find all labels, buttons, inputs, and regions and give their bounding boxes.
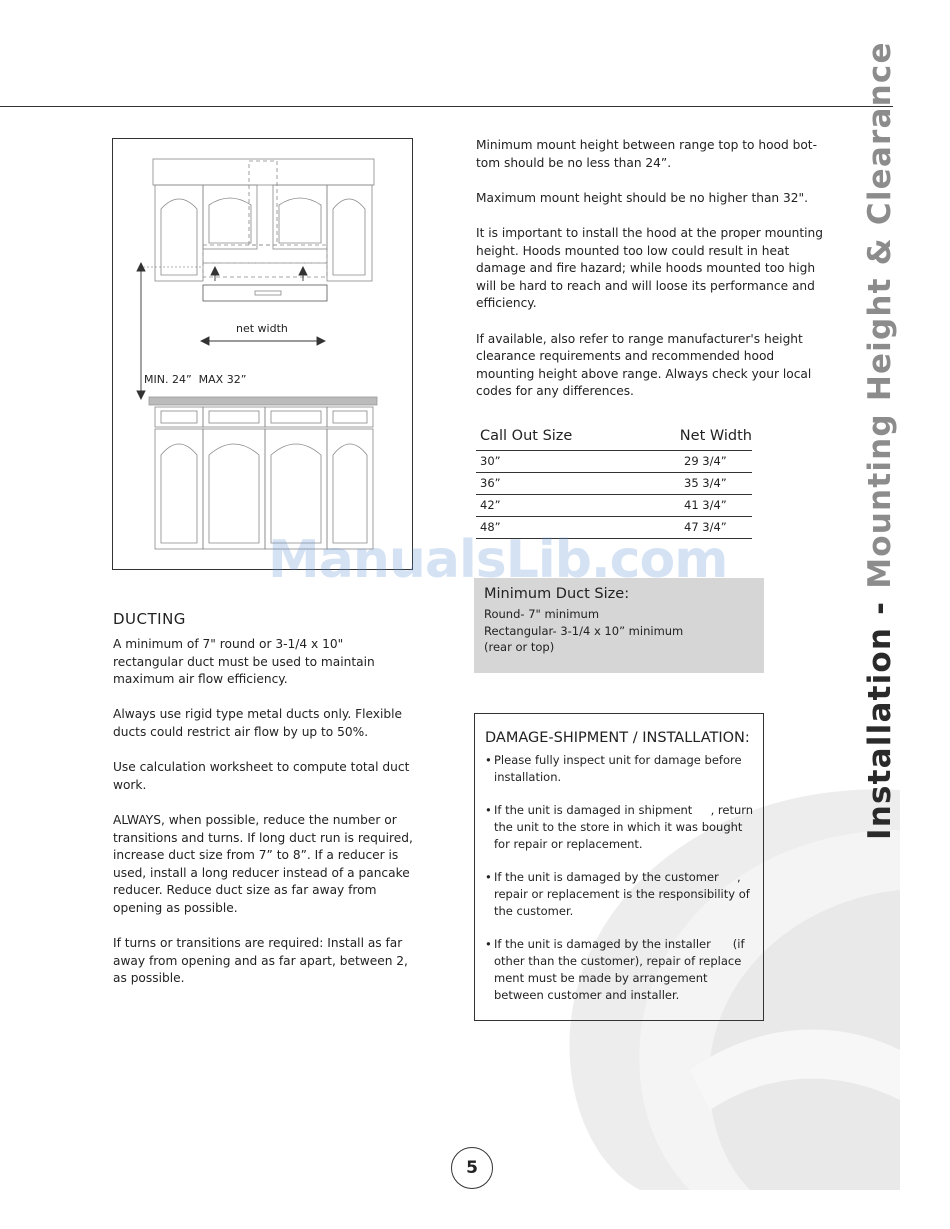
size-table-header (476, 428, 752, 451)
header-net-width: Net Width (679, 428, 752, 444)
duct-size-title: Minimum Duct Size: (484, 586, 630, 602)
duct-size-line: Round- 7" minimum (484, 607, 600, 621)
mount-height-label: MIN. 24” MAX 32” (144, 373, 247, 386)
mounting-diagram (112, 138, 413, 570)
damage-item (485, 752, 763, 786)
header-rule (0, 106, 893, 107)
side-title-part1: Installation - (862, 588, 898, 840)
bullet: • (485, 803, 492, 817)
mount-paragraph: If available, also refer to range manufacturer's height clearance requirements and recommended hood mounting height above range. Always check your local codes for any differences. (476, 331, 812, 399)
damage-shipment-box (474, 713, 764, 1021)
ducting-paragraph: If turns or transitions are required: Install as far away from opening and as far apart, between 2, as possible. (113, 936, 408, 986)
bullet: • (485, 753, 492, 767)
damage-heading: DAMAGE-SHIPMENT / INSTALLATION: (485, 730, 750, 746)
duct-size-line: (rear or top) (484, 640, 555, 654)
side-title-part2: Mounting Height & Clearance (862, 41, 898, 589)
damage-item (485, 869, 763, 920)
damage-item (485, 802, 763, 853)
kitchen-cabinet-hood-illustration (113, 139, 414, 571)
ducting-section (113, 610, 413, 1005)
table-row (476, 495, 752, 517)
damage-item-text: If the unit is damaged by the installer (if other than the customer), repair of replace ment must be made by arrangement between customer and installer. (494, 937, 749, 1002)
ducting-heading: DUCTING (113, 610, 186, 628)
damage-item-text: If the unit is damaged in shipment , return the unit to the store in which it was bought for repair or replacement. (494, 803, 757, 851)
watermark: ManualsLib.com (268, 530, 728, 590)
table-row (476, 473, 752, 495)
ducting-paragraph: A minimum of 7" round or 3-1/4 x 10" rectangular duct must be used to maintain maximum air flow efficiency. (113, 637, 375, 687)
table-row (476, 451, 752, 473)
ducting-paragraph: Always use rigid type metal ducts only. Flexible ducts could restrict air flow by up to 50%. (113, 707, 402, 739)
damage-item-text: If the unit is damaged by the customer , repair or replacement is the responsibility of the customer. (494, 870, 754, 918)
damage-item-text: Please fully inspect unit for damage before installation. (494, 753, 742, 784)
page-number: 5 (451, 1147, 493, 1189)
net-width-label: net width (236, 322, 288, 335)
call-out-size-cell: 48” (480, 520, 501, 534)
net-width-cell: 35 3/4” (684, 476, 727, 490)
minimum-duct-size-box (474, 578, 764, 673)
damage-item (485, 936, 763, 1004)
mounting-height-text (476, 137, 836, 419)
ducting-paragraph: Use calculation worksheet to compute total duct work. (113, 760, 410, 792)
call-out-size-cell: 30” (480, 454, 501, 468)
bullet: • (485, 937, 492, 951)
duct-size-line: Rectangular- 3-1/4 x 10” minimum (484, 623, 684, 638)
ducting-paragraph: ALWAYS, when possible, reduce the number or transitions and turns. If long duct run is required, increase duct size from 7” to 8”. If a reducer is used, install a long reducer instead of a pancake reducer. Reduce duct size as far away from opening as possible. (113, 812, 413, 915)
mount-paragraph: It is important to install the hood at the proper mounting height. Hoods mounted too low could result in heat damage and fire hazard; while hoods mounted too high will be hard to reach and will loose its performance and efficiency. (476, 225, 823, 311)
section-side-title (862, 41, 898, 840)
call-out-size-cell: 42” (480, 498, 501, 512)
mount-paragraph: Minimum mount height between range top to hood bot-tom should be no less than 24”. (476, 138, 817, 170)
call-out-size-cell: 36” (480, 476, 501, 490)
net-width-cell: 41 3/4” (684, 498, 727, 512)
bullet: • (485, 870, 492, 884)
size-table (476, 428, 752, 539)
net-width-cell: 29 3/4” (684, 454, 727, 468)
mount-paragraph: Maximum mount height should be no higher than 32". (476, 190, 809, 205)
net-width-cell: 47 3/4” (684, 520, 727, 534)
header-call-out-size: Call Out Size (480, 428, 573, 444)
